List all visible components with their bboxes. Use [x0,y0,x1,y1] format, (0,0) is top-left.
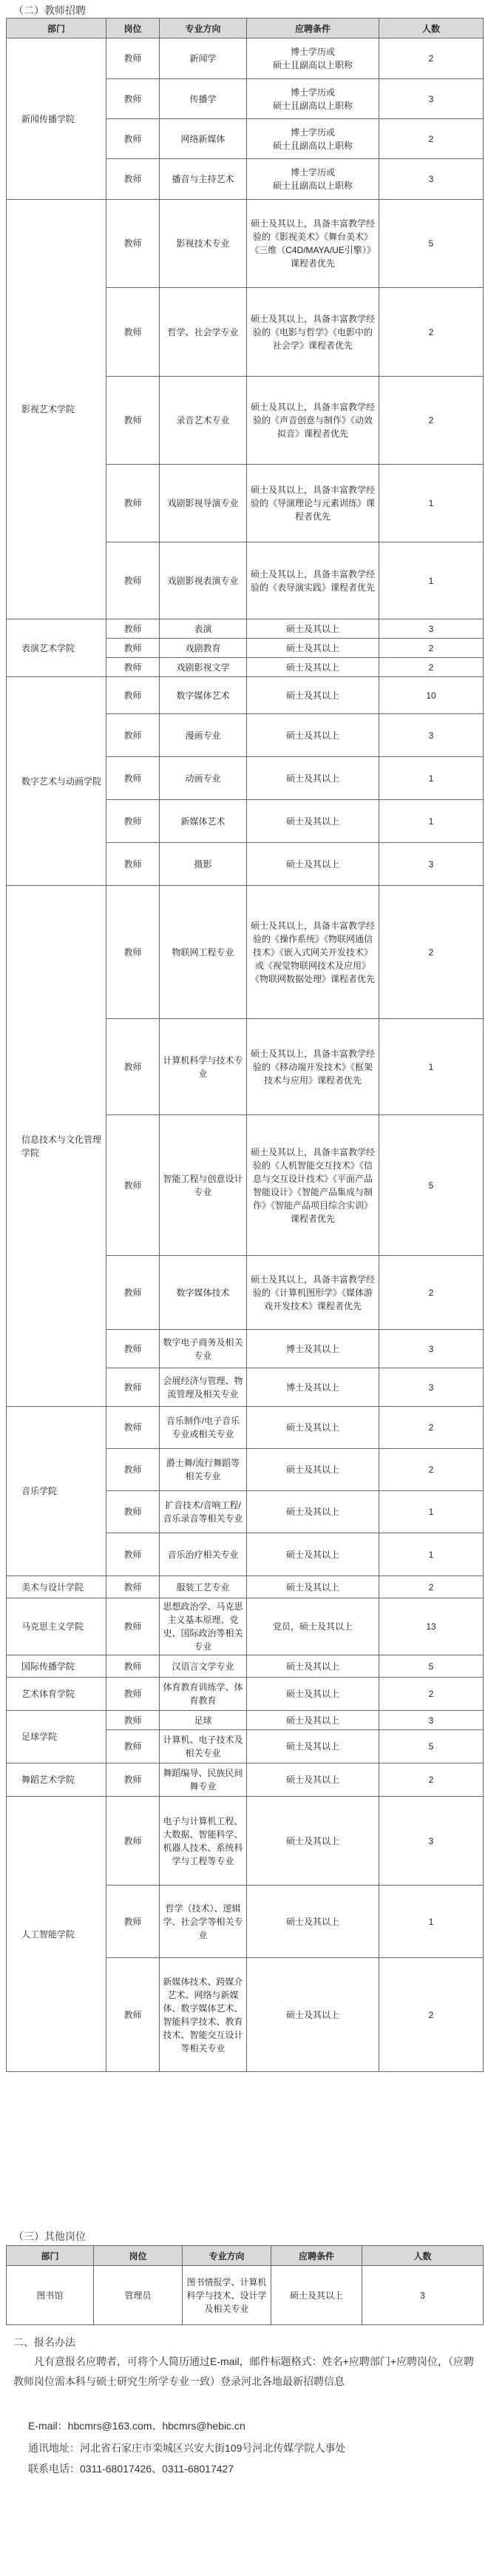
major-cell: 戏剧影视文学 [160,658,247,677]
count-cell: 2 [379,288,484,377]
header-major: 专业方向 [160,19,247,38]
count-cell: 1 [379,757,484,800]
major-cell: 音乐制作/电子音乐专业或相关专业 [160,1407,247,1449]
post-cell: 教师 [106,619,160,639]
major-cell: 传播学 [160,79,247,119]
post-cell: 管理员 [94,2266,183,2325]
count-cell: 2 [379,1958,484,2072]
post-cell: 教师 [106,1886,160,1958]
requirement-cell: 硕士及其以上，具备丰富教学经验的《移动端开发技术》《框架技术与应用》课程者优先 [247,1019,379,1115]
count-cell: 3 [379,1711,484,1730]
major-cell: 物联网工程专业 [160,886,247,1019]
major-cell: 表演 [160,619,247,639]
post-cell: 教师 [106,288,160,377]
post-cell: 教师 [106,1407,160,1449]
requirement-cell: 硕士及其以上，具备丰富教学经验的《操作系统》《物联网通信技术》《嵌入式网关开发技术》或《视觉物联网技术及应用》《物联网数据处理》课程者优先 [247,886,379,1019]
header-count: 人数 [362,2246,484,2266]
count-cell: 2 [379,1407,484,1449]
requirement-cell: 硕士及其以上 [247,1958,379,2072]
major-cell: 扩音技术/音响工程/音乐录音等相关专业 [160,1491,247,1533]
count-cell: 3 [362,2266,484,2325]
major-cell: 爵士舞/流行舞蹈等相关专业 [160,1449,247,1491]
post-cell: 教师 [106,1330,160,1368]
dept-cell: 马克思主义学院 [7,1598,106,1655]
table-row [7,1711,484,1730]
requirement-cell: 硕士及其以上 [247,843,379,886]
major-cell: 新媒体技术、跨媒介艺术、网络与新媒体、数字媒体艺术、智能科学技术、教育技术、智能交互设计等相关专业 [160,1958,247,2072]
post-cell: 教师 [106,757,160,800]
dept-cell: 舞蹈艺术学院 [7,1763,106,1797]
count-cell: 2 [379,1678,484,1711]
requirement-cell: 博士学历或 硕士且副高以上职称 [247,79,379,119]
section-apply-title: 二、报名办法 [13,2336,75,2348]
count-cell: 10 [379,677,484,714]
count-cell: 5 [379,1730,484,1763]
dept-cell: 数字艺术与动画学院 [7,677,106,886]
post-cell: 教师 [106,38,160,79]
post-cell: 教师 [106,639,160,658]
table-row [7,886,484,1019]
major-cell: 哲学、社会学专业 [160,288,247,377]
count-cell: 1 [379,465,484,542]
requirement-cell: 博士学历或 硕士且副高以上职称 [247,119,379,159]
count-cell: 1 [379,542,484,619]
count-cell: 1 [379,1019,484,1115]
major-cell: 漫画专业 [160,714,247,757]
count-cell: 2 [379,639,484,658]
requirement-cell: 硕士及其以上，具备丰富教学经验的《声音创意与制作》《动效拟音》课程者优先 [247,377,379,465]
requirement-cell: 硕士及其以上，具备丰富教学经验的《电影与哲学》《电影中的社会学》课程者优先 [247,288,379,377]
post-cell: 教师 [106,658,160,677]
count-cell: 2 [379,1449,484,1491]
requirement-cell: 硕士及其以上 [247,1797,379,1886]
major-cell: 体育教育训练学、体育教育 [160,1678,247,1711]
post-cell: 教师 [106,1256,160,1330]
major-cell: 图书情报学、计算机科学与技术、设计学及相关专业 [183,2266,271,2325]
requirement-cell: 硕士及其以上，具备丰富教学经验的《影视美术》《舞台美术》《三维（C4D/MAYA/UE引擎）》课程者优先 [247,200,379,288]
table-row [7,1678,484,1711]
major-cell: 动画专业 [160,757,247,800]
post-cell: 教师 [106,1797,160,1886]
requirement-cell: 博士及其以上 [247,1330,379,1368]
header-requirement: 应聘条件 [247,19,379,38]
requirement-cell: 硕士及其以上 [247,1711,379,1730]
table-row [7,1598,484,1655]
count-cell: 1 [379,1533,484,1576]
major-cell: 智能工程与创意设计专业 [160,1115,247,1256]
post-cell: 教师 [106,714,160,757]
table-header-row [7,2246,484,2266]
requirement-cell: 硕士及其以上 [247,714,379,757]
count-cell: 1 [379,800,484,843]
requirement-cell: 博士学历或 硕士且副高以上职称 [247,38,379,79]
count-cell: 2 [379,886,484,1019]
requirement-cell: 硕士及其以上 [247,1491,379,1533]
count-cell: 3 [379,619,484,639]
major-cell: 舞蹈编导、民族民间舞专业 [160,1763,247,1797]
dept-cell: 人工智能学院 [7,1797,106,2072]
major-cell: 新媒体艺术 [160,800,247,843]
major-cell: 数字媒体技术 [160,1256,247,1330]
post-cell: 教师 [106,465,160,542]
requirement-cell: 硕士及其以上 [247,1533,379,1576]
teacher-table-body [7,38,484,2072]
count-cell: 3 [379,843,484,886]
major-cell: 电子与计算机工程、大数据、智能科学、机器人技术、系统科学与工程等专业 [160,1797,247,1886]
count-cell: 1 [379,1491,484,1533]
major-cell: 戏剧影视导演专业 [160,465,247,542]
requirement-cell: 硕士及其以上 [247,1407,379,1449]
requirement-cell: 硕士及其以上，具备丰富教学经验的《计算机图形学》《媒体游戏开发技术》课程者优先 [247,1256,379,1330]
post-cell: 教师 [106,542,160,619]
post-cell: 教师 [106,1763,160,1797]
major-cell: 摄影 [160,843,247,886]
post-cell: 教师 [106,843,160,886]
major-cell: 数字电子商务及相关专业 [160,1330,247,1368]
table-row [7,1763,484,1797]
dept-cell: 图书馆 [7,2266,94,2325]
table-row [7,1797,484,1886]
count-cell: 3 [379,714,484,757]
requirement-cell: 硕士及其以上，具备丰富教学经验的《人机智能交互技术》《信息与交互设计技术》《平面产品智能设计》《智能产品集成与制作》《智能产品项目综合实训》课程者优先 [247,1115,379,1256]
header-count: 人数 [379,19,484,38]
post-cell: 教师 [106,377,160,465]
dept-cell: 足球学院 [7,1711,106,1763]
major-cell: 录音艺术专业 [160,377,247,465]
header-dept: 部门 [7,2246,94,2266]
major-cell: 戏剧影视表演专业 [160,542,247,619]
dept-cell: 美术与设计学院 [7,1576,106,1598]
header-post: 岗位 [106,19,160,38]
post-cell: 教师 [106,119,160,159]
count-cell: 2 [379,1576,484,1598]
dept-cell: 信息技术与文化管理学院 [7,886,106,1407]
major-cell: 足球 [160,1711,247,1730]
table-row [7,1576,484,1598]
other-positions-table [6,2245,484,2325]
post-cell: 教师 [106,1958,160,2072]
requirement-cell: 硕士及其以上 [247,1763,379,1797]
count-cell: 3 [379,1368,484,1407]
requirement-cell: 硕士及其以上 [247,619,379,639]
count-cell: 3 [379,1330,484,1368]
post-cell: 教师 [106,800,160,843]
post-cell: 教师 [106,1368,160,1407]
count-cell: 2 [379,119,484,159]
count-cell: 3 [379,159,484,200]
major-cell: 网络新媒体 [160,119,247,159]
major-cell: 音乐治疗相关专业 [160,1533,247,1576]
post-cell: 教师 [106,1678,160,1711]
table-row [7,200,484,288]
major-cell: 计算机科学与技术专业 [160,1019,247,1115]
requirement-cell: 硕士及其以上 [247,658,379,677]
count-cell: 3 [379,1797,484,1886]
requirement-cell: 硕士及其以上 [247,677,379,714]
count-cell: 5 [379,1655,484,1678]
table-row [7,1407,484,1449]
dept-cell: 艺术体育学院 [7,1678,106,1711]
header-dept: 部门 [7,19,106,38]
post-cell: 教师 [106,1491,160,1533]
requirement-cell: 硕士及其以上 [271,2266,362,2325]
apply-paragraph: 凡有意报名应聘者，可将个人简历通过E-mail，邮件标题格式：姓名+应聘部门+应聘岗位，（应聘教师岗位需本科与硕士研究生所学专业一致）登录河北各地最新招聘信息 [13,2355,475,2387]
post-cell: 教师 [106,1655,160,1678]
contact-address: 通讯地址：河北省石家庄市栾城区兴安大街109号河北传媒学院人事处 [28,2442,346,2454]
major-cell: 影视技术专业 [160,200,247,288]
table-header-row [7,19,484,38]
section-teacher-title: （二）教师招聘 [13,4,86,16]
contact-email: E-mail：hbcmrs@163.com、hbcmrs@hebic.cn [28,2420,245,2432]
requirement-cell: 硕士及其以上，具备丰富教学经验的《导演理论与元素训练》课程者优先 [247,465,379,542]
requirement-cell: 硕士及其以上 [247,639,379,658]
dept-cell: 音乐学院 [7,1407,106,1576]
major-cell: 数字媒体艺术 [160,677,247,714]
table-row [7,38,484,79]
count-cell: 2 [379,377,484,465]
section-other-title: （三）其他岗位 [13,2230,86,2242]
major-cell: 思想政治学、马克思主义基本原理、党史、国际政治等相关专业 [160,1598,247,1655]
post-cell: 教师 [106,200,160,288]
contact-phone: 联系电话：0311-68017426、0311-68017427 [28,2463,234,2475]
post-cell: 教师 [106,1730,160,1763]
table-row [7,2266,484,2325]
major-cell: 计算机、电子技术及相关专业 [160,1730,247,1763]
major-cell: 戏剧教育 [160,639,247,658]
post-cell: 教师 [106,1115,160,1256]
requirement-cell: 硕士及其以上 [247,800,379,843]
post-cell: 教师 [106,79,160,119]
major-cell: 服装工艺专业 [160,1576,247,1598]
post-cell: 教师 [106,677,160,714]
count-cell: 13 [379,1598,484,1655]
count-cell: 2 [379,1763,484,1797]
dept-cell: 国际传播学院 [7,1655,106,1678]
requirement-cell: 硕士及其以上 [247,1678,379,1711]
requirement-cell: 博士学历或 硕士且副高以上职称 [247,159,379,200]
dept-cell: 影视艺术学院 [7,200,106,619]
teacher-recruitment-table [6,18,484,2072]
major-cell: 汉语言文学专业 [160,1655,247,1678]
post-cell: 教师 [106,1576,160,1598]
dept-cell: 表演艺术学院 [7,619,106,677]
count-cell: 5 [379,200,484,288]
header-requirement: 应聘条件 [271,2246,362,2266]
post-cell: 教师 [106,1711,160,1730]
major-cell: 会展经济与管理、物流管理及相关专业 [160,1368,247,1407]
count-cell: 5 [379,1115,484,1256]
post-cell: 教师 [106,1598,160,1655]
count-cell: 2 [379,658,484,677]
count-cell: 2 [379,1256,484,1330]
major-cell: 哲学（技术）、逻辑学、社会学等相关专业 [160,1886,247,1958]
requirement-cell: 硕士及其以上 [247,757,379,800]
major-cell: 新闻学 [160,38,247,79]
post-cell: 教师 [106,159,160,200]
count-cell: 2 [379,38,484,79]
requirement-cell: 硕士及其以上 [247,1730,379,1763]
requirement-cell: 硕士及其以上 [247,1655,379,1678]
header-post: 岗位 [94,2246,183,2266]
table-row [7,1655,484,1678]
count-cell: 1 [379,1886,484,1958]
table-row [7,677,484,714]
requirement-cell: 硕士及其以上 [247,1576,379,1598]
table-row [7,619,484,639]
post-cell: 教师 [106,1019,160,1115]
post-cell: 教师 [106,886,160,1019]
post-cell: 教师 [106,1533,160,1576]
post-cell: 教师 [106,1449,160,1491]
requirement-cell: 硕士及其以上 [247,1886,379,1958]
requirement-cell: 博士及其以上 [247,1368,379,1407]
count-cell: 3 [379,79,484,119]
requirement-cell: 硕士及其以上 [247,1449,379,1491]
dept-cell: 新闻传播学院 [7,38,106,200]
major-cell: 播音与主持艺术 [160,159,247,200]
requirement-cell: 硕士及其以上，具备丰富教学经验的《表导演实践》课程者优先 [247,542,379,619]
header-major: 专业方向 [183,2246,271,2266]
requirement-cell: 党员，硕士及其以上 [247,1598,379,1655]
